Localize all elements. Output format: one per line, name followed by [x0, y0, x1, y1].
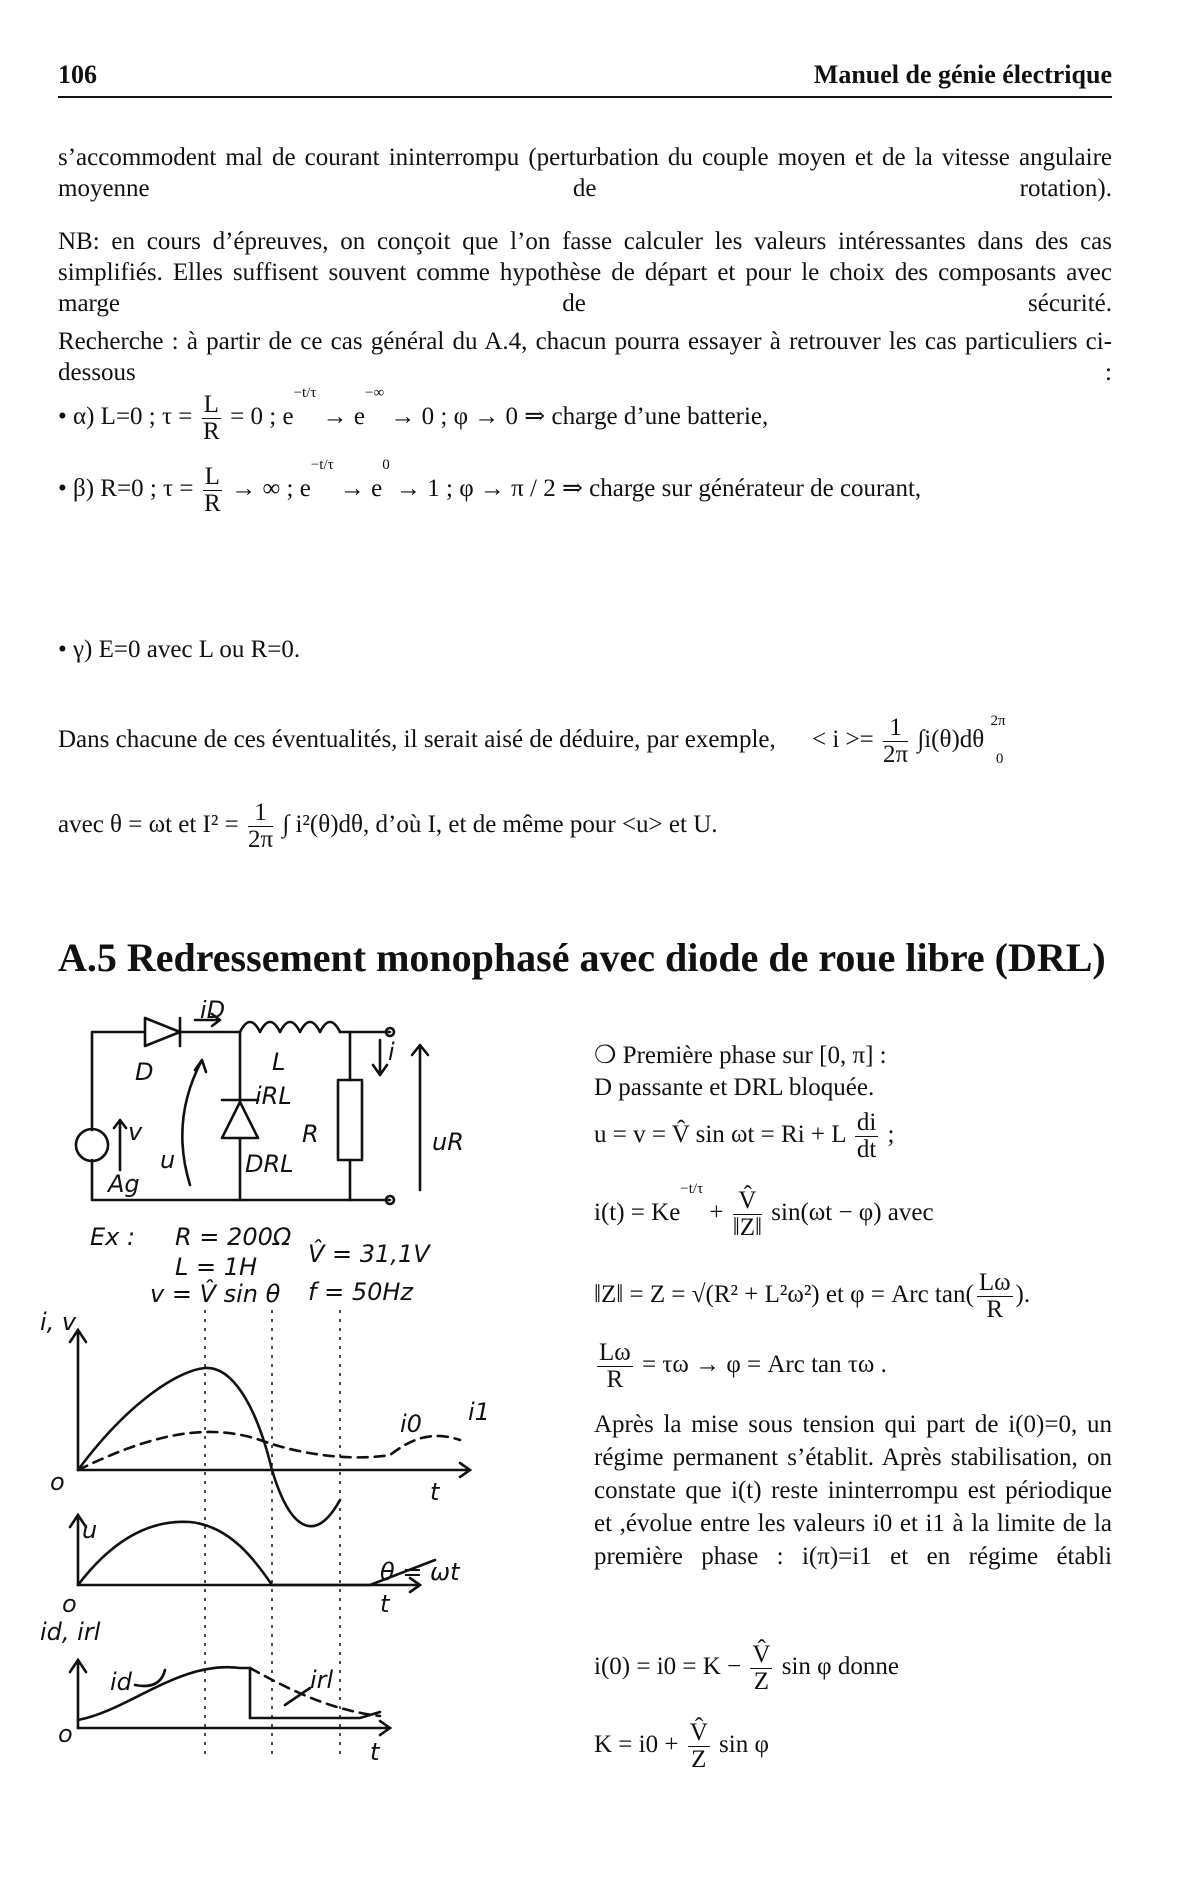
label-origin: o — [58, 1720, 73, 1748]
intro-paragraph-nb: NB: en cours d’épreuves, on conçoit que l’on fasse calculer les valeurs intéressantes dans des cas simplifiés. Elles suffisent souvent comme hypothèse de départ et pour le choix des composants avec marge de sécurité. — [58, 228, 1112, 317]
frac-den: R — [203, 490, 221, 517]
label-D: D — [135, 1058, 154, 1086]
label-i0: i0 — [400, 1410, 422, 1438]
diode-D-symbol — [145, 1018, 180, 1046]
frac-num: Lω — [599, 1339, 631, 1366]
label-t: t — [430, 1478, 440, 1506]
steady-state-paragraph: Après la mise sous tension qui part de i(0)=0, un régime permanent s’établit. Après stabilisation, on constate que i(t) reste ininterrompu est périodique et ,évolue entre les valeurs i0 et i1 à la limite de la première phase : i(π)=i1 et en régime établi — [594, 1411, 1112, 1570]
example-R: R = 200Ω — [175, 1223, 292, 1251]
page-header — [58, 52, 1112, 98]
exponent: −t/τ — [310, 456, 334, 473]
label-i1: i1 — [468, 1398, 490, 1426]
label-iRL: iRL — [255, 1082, 292, 1110]
fraction-di-dt — [855, 1110, 878, 1163]
mean-integral: ∫i(θ)dθ — [917, 726, 985, 754]
plus-sign: + — [709, 1199, 724, 1227]
fraction-Lw-over-R — [597, 1340, 633, 1393]
frac-den: Z — [691, 1746, 707, 1773]
rms-sentence — [58, 800, 718, 853]
pointer-id — [135, 1670, 165, 1686]
frac-den: ‖Z‖ — [732, 1214, 763, 1241]
label-theta: θ = ωt — [380, 1558, 460, 1586]
frac-den: 2π — [883, 741, 909, 768]
page-number: 106 — [58, 60, 97, 89]
curve-v — [78, 1368, 340, 1526]
arrow-v — [114, 1120, 126, 1170]
label-t: t — [370, 1738, 380, 1766]
bullet-alpha-end: → 0 ; φ → 0 ⇒ charge d’une batterie, — [390, 403, 769, 431]
inductor-L — [240, 1022, 340, 1032]
bullet-alpha — [58, 384, 769, 445]
frac-den: 2π — [247, 826, 274, 853]
example-values — [90, 1223, 431, 1308]
equation-Z-phi — [594, 1270, 1030, 1323]
example-f: f = 50Hz — [308, 1278, 413, 1306]
circuit-and-waveforms-figure — [40, 1000, 570, 1800]
phase-one-heading: ❍ Première phase sur [0, π] : — [594, 1042, 887, 1069]
fraction-L-over-R — [202, 392, 221, 445]
mean-value-text: Dans chacune de ces éventualités, il serait aisé de déduire, par exemple, — [58, 726, 776, 754]
label-id-irl: id, irl — [40, 1618, 101, 1646]
label-iD: iD — [200, 1000, 226, 1024]
pointer-irl — [285, 1688, 310, 1705]
equation-K-tail: sin φ — [719, 1731, 769, 1759]
label-t: t — [380, 1590, 390, 1618]
label-DRL: DRL — [245, 1150, 294, 1178]
mean-symbol: < i >= — [812, 726, 874, 754]
bullet-alpha-start: • α) L=0 ; τ = — [58, 403, 193, 431]
frac-den: R — [606, 1366, 624, 1393]
phase-one-state: D passante et DRL bloquée. — [594, 1074, 875, 1101]
bullet-beta — [58, 456, 922, 517]
fraction-1-over-2pi — [883, 715, 908, 768]
bullet-alpha-mid: = 0 ; e — [230, 403, 294, 431]
rms-integral: ∫ i²(θ)dθ — [282, 811, 363, 839]
frac-den: R — [986, 1296, 1004, 1323]
equation-Z-text: ‖Z‖ = Z = √(R² + L²ω²) et φ = Arc tan( — [594, 1281, 974, 1309]
label-i: i — [388, 1038, 395, 1066]
equation-u-text: u = v = V̂ sin ωt = Ri + L — [594, 1121, 846, 1149]
example-Vhat: V̂ = 31,1V — [308, 1240, 430, 1268]
fraction-Lw-over-R — [977, 1270, 1013, 1323]
arrow-uR — [412, 1045, 428, 1190]
fraction-V-over-Z — [688, 1720, 710, 1773]
equation-i0 — [594, 1642, 899, 1695]
fraction-1-over-2pi — [248, 800, 273, 853]
equation-u: u = v = V̂ sin ωt = Ri + L $\frac{di}{dt}$ ; — [594, 1109, 895, 1163]
label-u-axis: u — [82, 1516, 98, 1544]
arrow-i — [373, 1040, 387, 1075]
bullet-gamma: • γ) E=0 avec L ou R=0. — [58, 636, 301, 663]
equation-i-t — [594, 1180, 934, 1241]
equation-tau-text: = τω → φ = Arc tan τω . — [641, 1351, 887, 1379]
integral-lower-bound: 0 — [995, 751, 1004, 768]
exponent: −∞ — [365, 384, 385, 401]
voltage-source — [76, 1129, 108, 1161]
example-label: Ex : — [90, 1223, 136, 1251]
exponent: 0 — [382, 456, 390, 473]
frac-den: Z — [753, 1668, 770, 1695]
bullet-beta-start: • β) R=0 ; τ = — [58, 475, 194, 503]
label-R: R — [302, 1120, 319, 1148]
label-origin: o — [50, 1468, 65, 1496]
label-u: u — [160, 1146, 176, 1174]
label-origin: o — [62, 1590, 77, 1618]
equation-i-text: i(t) = Ke — [594, 1199, 681, 1227]
label-v: v — [128, 1118, 143, 1146]
integral-upper-bound: 2π — [990, 713, 1006, 730]
label-Ag: Ag — [108, 1170, 140, 1198]
frac-num: V̂ — [733, 1188, 762, 1215]
diode-DRL-symbol — [222, 1102, 258, 1138]
frac-num: Lω — [978, 1269, 1011, 1296]
rms-text-end: , d’où I, et de même pour <u> et U. — [363, 811, 718, 839]
frac-num: 1 — [883, 715, 908, 742]
frac-den: R — [202, 418, 220, 445]
equation-K-text: K = i0 + — [594, 1731, 679, 1759]
resistor-R — [338, 1080, 362, 1160]
intro-paragraph-recherche: Recherche : à partir de ce cas général du A.4, chacun pourra essayer à retrouver les cas particuliers ci-dessous : — [58, 328, 1112, 386]
circuit-labels — [106, 1000, 464, 1198]
frac-num: L — [203, 391, 219, 418]
rms-text-start: avec θ = ωt et I² = — [58, 811, 239, 839]
mean-value-sentence — [58, 715, 1019, 768]
intro-paragraph-1: s’accommodent mal de courant ininterrompu (perturbation du couple moyen et de la vitesse angulaire moyenne de rotation). — [58, 144, 1112, 202]
equation-i-tail: sin(ωt − φ) avec — [771, 1199, 934, 1227]
equation-tau — [594, 1340, 887, 1393]
waveform-3-labels — [40, 1618, 381, 1766]
fraction-L-over-R — [203, 464, 222, 517]
frac-num: V̂ — [689, 1719, 708, 1746]
equation-i0-text: i(0) = i0 = K − — [594, 1653, 742, 1681]
exponent: −t/τ — [293, 384, 317, 401]
bullet-beta-mid: → ∞ ; e — [231, 475, 311, 503]
exponent: −t/τ — [680, 1180, 704, 1197]
frac-num: V̂ — [752, 1641, 771, 1668]
frac-num: 1 — [248, 800, 273, 827]
label-i-v: i, v — [40, 1308, 77, 1336]
frac-den: dt — [856, 1136, 877, 1163]
arrow-u — [182, 1060, 206, 1185]
axis-y-1 — [70, 1330, 86, 1470]
waveform-2-labels — [62, 1516, 461, 1618]
bullet-beta-end: → 1 ; φ → π / 2 ⇒ charge sur générateur de courant, — [396, 475, 922, 503]
section-title: A.5 Redressement monophasé avec diode de roue libre (DRL) — [58, 935, 1106, 980]
fraction-V-over-Z — [750, 1642, 772, 1695]
fraction-V-over-Z — [733, 1188, 762, 1241]
frac-num: L — [204, 463, 220, 490]
equation-K — [594, 1720, 769, 1773]
equation-i0-tail: sin φ donne — [781, 1653, 899, 1681]
label-uR: uR — [432, 1128, 464, 1156]
frac-num: di — [856, 1109, 877, 1136]
bullet-alpha-arrow: → e — [322, 403, 366, 431]
axis-x-3 — [78, 1721, 390, 1735]
waveform-1-labels — [40, 1308, 490, 1506]
running-title: Manuel de génie électrique — [813, 60, 1112, 89]
bullet-beta-arrow: → e — [339, 475, 383, 503]
label-id: id — [110, 1668, 132, 1696]
example-L: L = 1H — [175, 1253, 258, 1281]
label-irl: irl — [310, 1666, 334, 1694]
example-v: v = V̂ sin θ — [150, 1280, 281, 1308]
close-paren: ). — [1015, 1281, 1031, 1309]
label-L: L — [272, 1048, 286, 1076]
